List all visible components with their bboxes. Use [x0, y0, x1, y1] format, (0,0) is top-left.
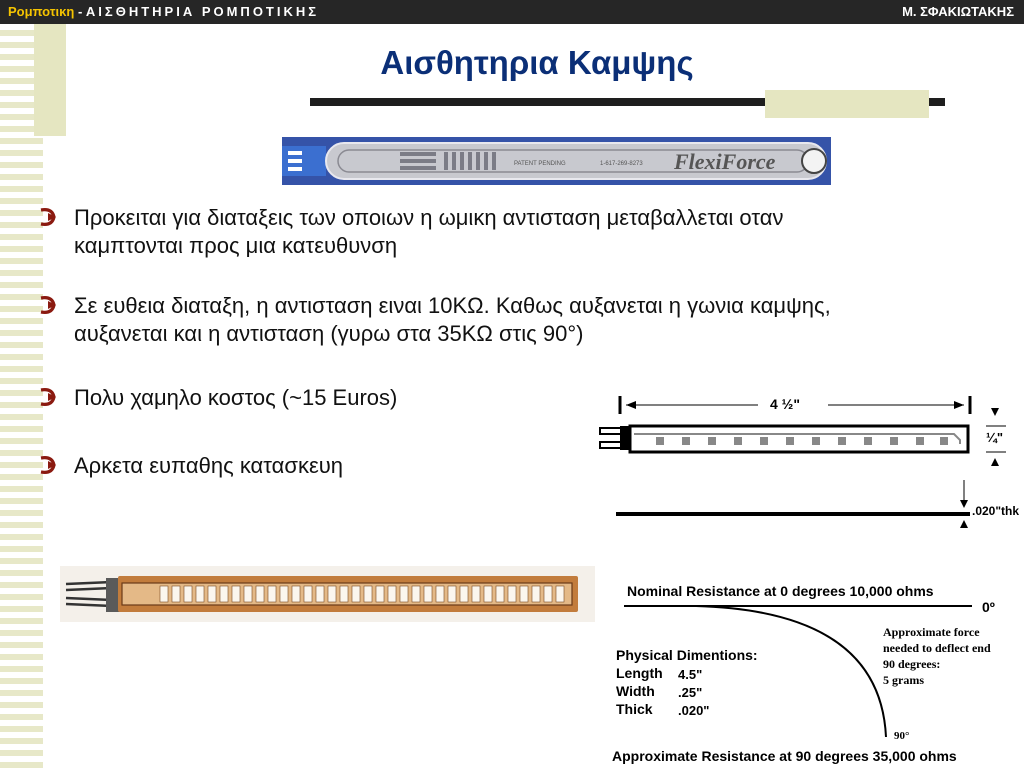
sensing-area-icon — [802, 149, 826, 173]
header-bar — [0, 0, 1024, 24]
force-note-line-4: 5 grams — [883, 673, 924, 687]
bullet-arrow-icon — [38, 294, 62, 316]
approximate-resistance-label: Approximate Resistance at 90 degrees 35,000 ohms — [612, 748, 957, 764]
bullet-text: Προκειται για διαταξεις των οποιων η ωμικη αντισταση μεταβαλλεται οταν καμπτονται προς μια κατευθυνση — [74, 205, 784, 258]
header-course-title — [8, 4, 319, 19]
thick-row-label: Thick — [616, 701, 653, 717]
resistance-bend-graph — [600, 575, 1024, 768]
zero-degree-label: 0º — [982, 599, 995, 615]
bend-curve-drawing — [600, 575, 1024, 768]
width-label: ¼" — [986, 430, 1004, 445]
ninety-degree-label: 90° — [894, 730, 910, 742]
slide-title: Αισθητηρια Καμψης — [380, 44, 694, 81]
phone-text: 1-617-269-8273 — [600, 161, 643, 167]
dimension-diagram-drawing — [598, 388, 1024, 538]
physical-dimensions-title: Physical Dimentions: — [616, 647, 758, 663]
bullet-text: Σε ευθεια διαταξη, η αντισταση ειναι 10ΚΩ. Καθως αυξανεται η γωνια καμψης, αυξανεται και η αντισταση (γυρω στα 35ΚΩ στις 90°) — [74, 293, 831, 346]
course-name: Ρομποτικη — [8, 4, 75, 19]
dimension-diagram — [598, 388, 1024, 538]
flex-sensor-photo — [60, 566, 595, 622]
title-accent-block — [765, 90, 929, 118]
bullet-arrow-icon — [38, 386, 62, 408]
left-accent-block — [34, 24, 66, 136]
course-subtitle: ΑΙΣΘΗΤΗΡΙΑ ΡΟΜΠΟΤΙΚΗΣ — [85, 4, 320, 19]
force-note-line-2: needed to deflect end — [883, 641, 991, 655]
width-row-label: Width — [616, 683, 655, 699]
nominal-resistance-label: Nominal Resistance at 0 degrees 10,000 ohms — [627, 583, 934, 599]
width-row-value: .25" — [678, 685, 703, 700]
thickness-label: .020"thk — [972, 504, 1020, 518]
header-separator: - — [74, 4, 86, 19]
bullet-text: Αρκετα ευπαθης κατασκευη — [74, 453, 344, 478]
length-row-label: Length — [616, 665, 663, 681]
force-note-line-1: Approximate force — [883, 625, 980, 639]
thick-row-value: .020" — [678, 703, 710, 718]
length-row-value: 4.5" — [678, 667, 703, 682]
author-name: Μ. ΣΦΑΚΙΩΤΑΚΗΣ — [902, 4, 1014, 19]
patent-text: PATENT PENDING — [514, 161, 566, 167]
bullet-arrow-icon — [38, 206, 62, 228]
force-note-line-3: 90 degrees: — [883, 657, 941, 671]
flexiforce-sensor-image — [282, 137, 831, 185]
flexiforce-brand-text: FlexiForce — [674, 149, 776, 174]
bullet-arrow-icon — [38, 454, 62, 476]
bullet-text: Πολυ χαμηλο κοστος (~15 Euros) — [74, 385, 398, 410]
length-label: 4 ½" — [770, 396, 800, 412]
